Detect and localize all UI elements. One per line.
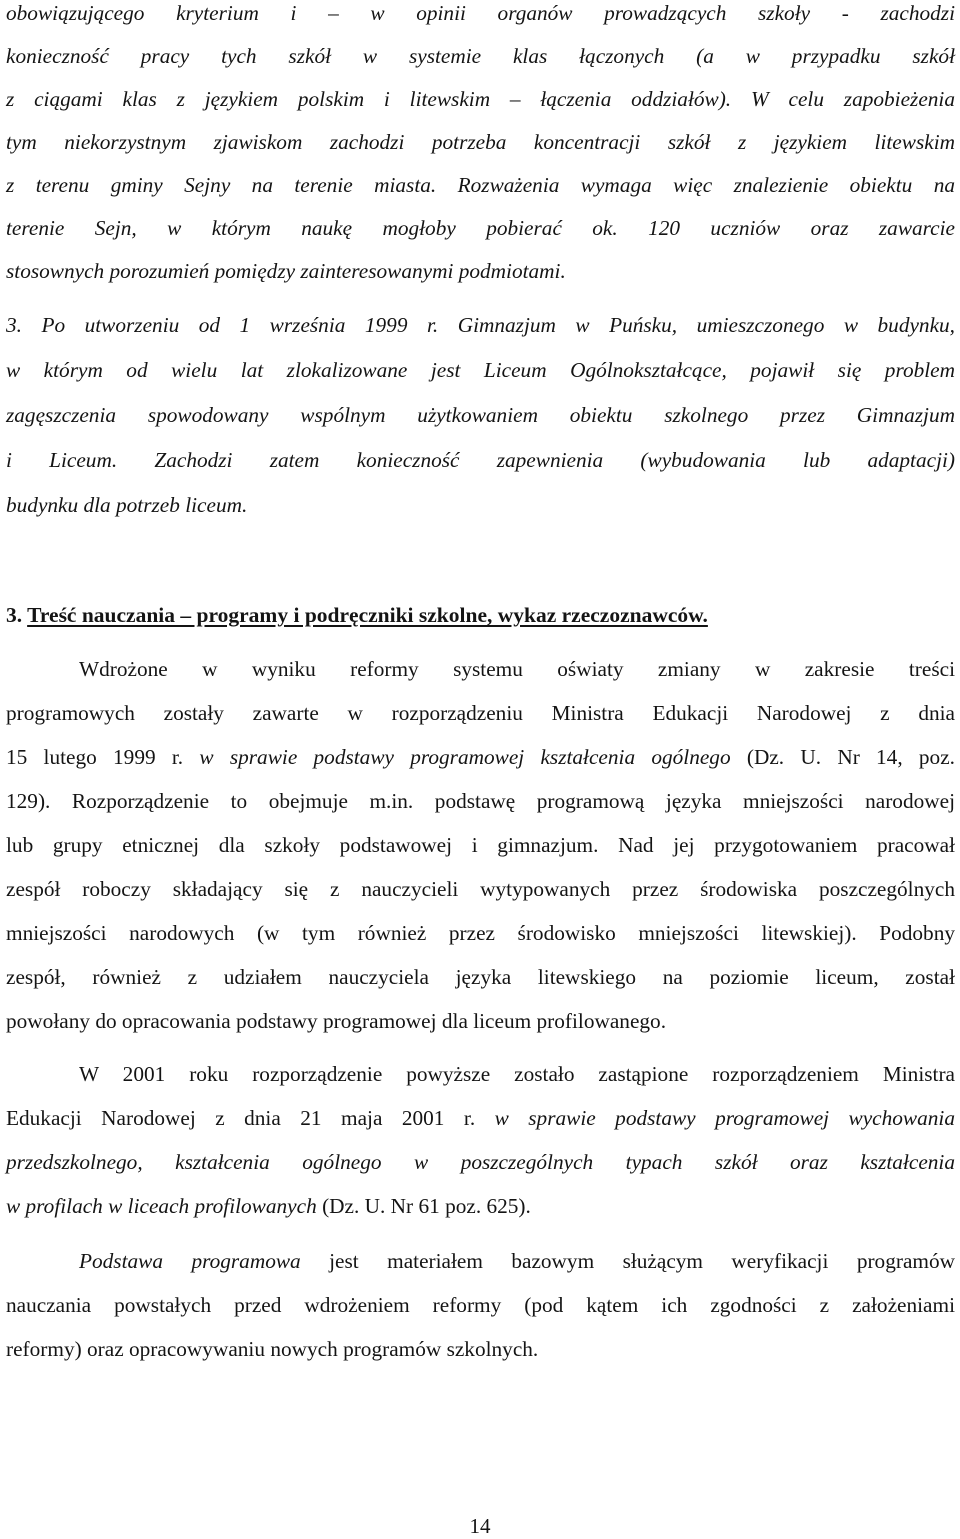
section-heading bbox=[6, 601, 955, 629]
text-fragment: jest materiałem bazowym służącym weryfikacji programów bbox=[300, 1249, 955, 1273]
section-title: Treść nauczania – programy i podręczniki szkolne, wykaz rzeczoznawców. bbox=[27, 603, 708, 627]
term: Podstawa programowa bbox=[79, 1249, 301, 1273]
section-number: 3. bbox=[6, 603, 23, 627]
text-fragment: 15 lutego 1999 r. bbox=[6, 745, 200, 769]
document-page: obowiązującego kryterium i – w opinii organów prowadzących szkoły - zachodzi konieczność pracy tych szkół w systemie klas łączonych (a w przypadku szkół z ciągami klas z językiem polskim i litewskim – łączenia oddziałów). W celu zapobieżenia tym niekorzystnym zjawiskom zachodzi potrzeba koncentracji szkół z językiem litewskim z terenu gminy Sejny na terenie miasta. Rozważenia wymaga więc znalezienie obiektu na terenie Sejn, w którym naukę mogłoby pobierać ok. 120 uczniów oraz zawarcie stosownych porozumień pomiędzy zainteresowanymi podmiotami. 3. Po utworzeniu od 1 września 1999 r. Gimnazjum w Puńsku, umieszczonego w budynku, w którym od wielu lat zlokalizowane jest Liceum Ogólnokształcące, pojawił się problem zagęszczenia spowodowany wspólnym użytkowaniem obiektu szkolnego przez Gimnazjum i Liceum. Zachodzi zatem konieczność zapewnienia (wybudowania lub adaptacji) budynku dla potrzeb liceum. 3. Treść nauczania – programy i podręczniki szkolne, wykaz rzeczoznawców. Wdrożone w wyniku reformy systemu oświaty zmiany w zakresie treści programowych zostały zawarte w rozporządzeniu Ministra Edukacji Narodowej z dnia 15 lutego 1999 r. w sprawie podstawy programowej kształcenia ogólnego (Dz. U. Nr 14, poz. 129). Rozporządzenie to obejmuje m.in. podstawę programową języka mniejszości narodowej lub grupy etnicznej dla szkoły podstawowej i gimnazjum. Nad jej przygotowaniem pracował zespół roboczy składający się z nauczycieli wytypowanych przez środowiska poszczególnych mniejszości narodowych (w tym również przez środowisko mniejszości litewskiej). Podobny zespół, również z udziałem nauczyciela języka litewskiego na poziomie liceum, został powołany do opracowania podstawy programowej dla liceum profilowanego. W 2001 roku rozporządzenie powyższe zostało zastąpione rozporządzeniem Ministra Edukacji Narodowej z dnia 21 maja 2001 r. w sprawie podstawy programowej wychowania przedszkolnego, kształcenia ogólnego w poszczególnych typach szkół oraz kształcenia w profilach w liceach profilowanych (Dz. U. Nr 61 poz. 625). Podstawa programowa jest materiałem bazowym służącym weryfikacji programów nauczania powstałych przed wdrożeniem reformy (pod kątem ich zgodności z założeniami reformy) oraz opracowywaniu nowych programów szkolnych. 14 bbox=[0, 0, 960, 1537]
text-fragment: (Dz. U. Nr 14, poz. bbox=[730, 745, 955, 769]
regulation-title: w profilach w liceach profilowanych bbox=[6, 1194, 317, 1218]
text-fragment: Edukacji Narodowej z dnia 21 maja 2001 r. bbox=[6, 1106, 495, 1130]
regulation-title: w sprawie podstawy programowej wychowania bbox=[494, 1106, 955, 1130]
page-number: 14 bbox=[469, 1514, 491, 1538]
text-fragment: (Dz. U. Nr 61 poz. 625). bbox=[316, 1194, 531, 1218]
regulation-title: w sprawie podstawy programowej kształcenia ogólnego bbox=[199, 745, 731, 769]
